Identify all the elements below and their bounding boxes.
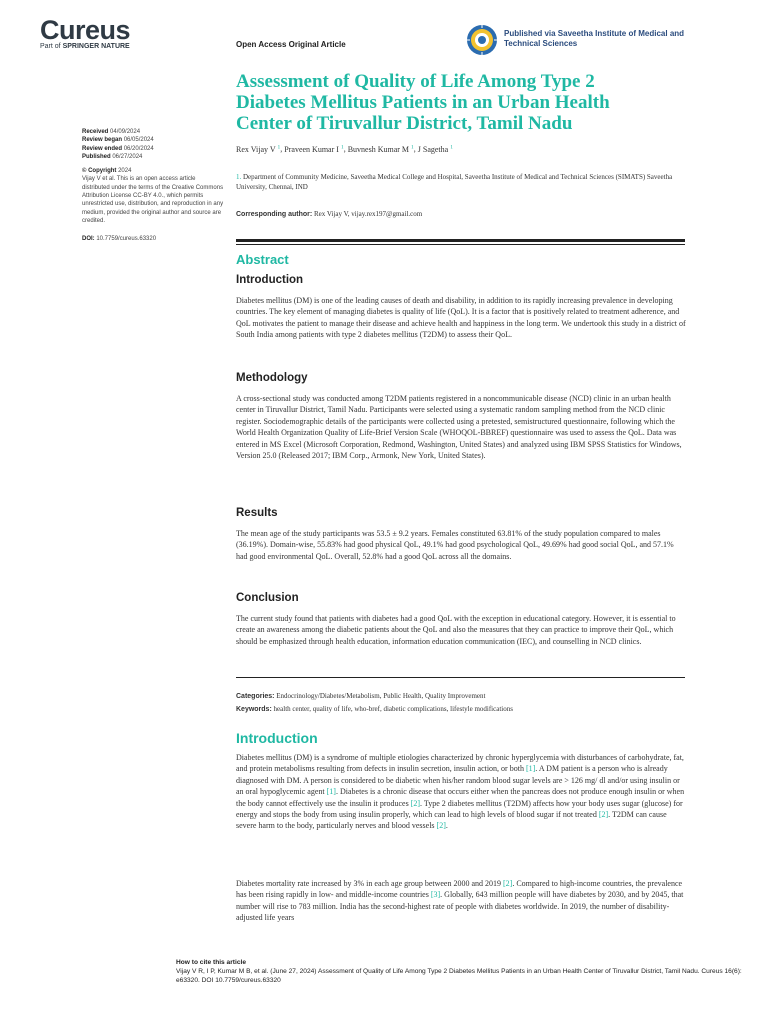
reference-link[interactable]: [2] [503,879,513,888]
abstract-intro-text: Diabetes mellitus (DM) is one of the leading causes of death and disability, in addition to its rapidly increasing prevalence in developing countries. The key element of managing diabetes is quality of life (QoL). It is a factor that is positively related to treatment adherence, and QoL motivates the patient to manage their disease and achieve health and happiness in the long term. We undertook this study in a district of South India among patients with type 2 diabetes mellitus (T2DM) to assess their QoL. [236,296,686,340]
review-began-date: Review began 06/05/2024 [82,137,154,144]
logo-subtext: Part of SPRINGER NATURE [40,43,130,50]
publisher-badge [466,24,694,56]
conclusion-text: The current study found that patients with diabetes had a good QoL with the exception in educational category. However, it is essential to create an awareness among the diabetic patients about the QoL and also the measures that they can practice to improve their QoL, which should be emphasized through health education, information education communication (IEC), and counselling in NCD clinics. [236,614,676,646]
doi[interactable]: DOI: 10.7759/cureus.63320 [82,236,157,243]
received-date: Received 04/09/2024 [82,129,141,135]
corresponding-author: Corresponding author: Rex Vijay V, vijay.rex197@gmail.com [236,210,423,218]
reference-link[interactable]: [2] [410,798,421,808]
article-title: Assessment of Quality of Life Among Type 2 Diabetes Mellitus Patients in an Urban Health Center of Tiruvallur District, Tamil Nadu [236,71,610,134]
citation-label: How to cite this article [176,959,246,966]
affiliation: 1. Department of Community Medicine, Saveetha Medical College and Hospital, Saveetha Institute of Medical and Technical Sciences (SIMATS) Saveetha University, Chennai, IND [236,173,673,191]
license-text: Vijay V et al. This is an open access article distributed under the terms of the Creative Commons Attribution License CC-BY 4.0., which permits unrestricted use, distribution, and reproduction in any medium, provided the original author and source are credited. [82,176,224,224]
logo-text: Cureus [40,15,131,45]
results-heading: Results [236,507,278,519]
introduction-paragraph: Diabetes mortality rate increased by 3% in each age group between 2000 and 2019 [2]. Compared to high-income countries, the prevalence has been rising rapidly in low- and middle-income countries [3]. Globally, 643 million people will have diabetes by 2030, and by 2045, that number will rise to 783 million. India has the second-highest rate of people with diabetes worldwide. In 2019, the number of disability-adjusted life years [236,879,684,923]
author[interactable]: Buvnesh Kumar M $^1$ [347,144,414,154]
results-text: The mean age of the study participants was 53.5 ± 9.2 years. Females constituted 63.81% of the study population compared to males (36.19%). Domain-wise, 55.83% had good physical QoL, 49.1% had good psychological QoL, 49.69% had good social QoL, and 57.1% had good environmental QoL. Overall, 52.8% had a good QoL across all the domains. [236,529,674,561]
reference-link[interactable]: [2] [598,810,609,820]
reference-link[interactable]: [3] [430,890,441,900]
introduction-heading: Introduction [236,730,318,746]
divider [236,239,685,242]
reference-link[interactable]: [1] [326,787,336,797]
review-ended-date: Review ended 06/20/2024 [82,145,154,152]
methodology-heading: Methodology [236,372,308,384]
abstract-intro-heading: Introduction [236,274,304,286]
citation-text: Vijay V R, I P, Kumar M B, et al. (June 27, 2024) Assessment of Quality of Life Among Type 2 Diabetes Mellitus Patients in an Urban Health Center of Tiruvallur District, Tamil Nadu. Cureus 16(6): e63320. DOI 10.7759/cureus.63320 [176,968,742,984]
divider [236,677,685,678]
divider [236,244,685,245]
article-type: Open Access Original Article [236,40,346,49]
institute-seal-icon [466,24,498,56]
reference-link[interactable]: [1] [525,764,536,774]
citation-footer [176,958,766,985]
article-metadata [82,128,224,244]
categories: Categories: Endocrinology/Diabetes/Metabolism, Public Health, Quality Improvement [236,692,486,700]
methodology-text: A cross-sectional study was conducted among T2DM patients registered in a noncommunicable disease (NCD) clinic in an urban health center in Tiruvallur District, Tamil Nadu. Participants were selected using a systematic random sampling method from the NCD clinic register. Sociodemographic details of the participants were collected using a pretested, semistructured questionnaire, following which the World Health Organization Quality of Life-Brief Version Scale (WHOQOL-BBREF) questionnaire was used to assess the QoL. Data was entered in MS Excel (Microsoft Corporation, Redmond, Washington, United States) and analyzed using IBM SPSS Statistics for Windows, Version 25.0 (Released 2017; IBM Corp., Armonk, New York, United States). [236,394,682,461]
journal-logo [40,16,130,50]
keywords: Keywords: health center, quality of life, who-bref, diabetic complications, lifestyle modifications [236,705,513,713]
copyright: © Copyright 2024 [82,168,132,175]
author[interactable]: Rex Vijay V $^1$ [236,144,281,154]
conclusion-heading: Conclusion [236,592,299,604]
published-date: Published 06/27/2024 [82,153,143,160]
introduction-paragraph: Diabetes mellitus (DM) is a syndrome of multiple etiologies characterized by chronic hyperglycemia with disturbances of carbohydrate, fat, and protein metabolisms resulting from defects in insulin secretion, insulin action, or both [1]. A DM patient is a person who is already diagnosed with DM. A person is considered to be diabetic when his/her random blood sugar levels are > 126 mg/ dl and/or using insulin or an oral hypoglycemic agent [1]. Diabetes is a chronic disease that occurs either when the pancreas does not produce enough insulin or when the body cannot effectively use the insulin it produces [2]. Type 2 diabetes mellitus (T2DM) affects how your body uses sugar (glucose) for energy and stops the body from using insulin properly, which can lead to high levels of blood sugar if not treated [2]. T2DM can cause severe harm to the body, particularly nerves and blood vessels [2]. [236,753,685,831]
reference-link[interactable]: [2] [436,821,446,831]
abstract-heading: Abstract [236,252,289,267]
author-list: Rex Vijay V $^1$, Praveen Kumar I $^1$, Buvnesh Kumar M $^1$, J Sagetha $^1$ [236,144,453,154]
publisher-text: Published via Saveetha Institute of Medical and Technical Sciences [504,29,685,48]
author[interactable]: Praveen Kumar I $^1$ [284,144,344,154]
author[interactable]: J Sagetha $^1$ [417,144,453,154]
